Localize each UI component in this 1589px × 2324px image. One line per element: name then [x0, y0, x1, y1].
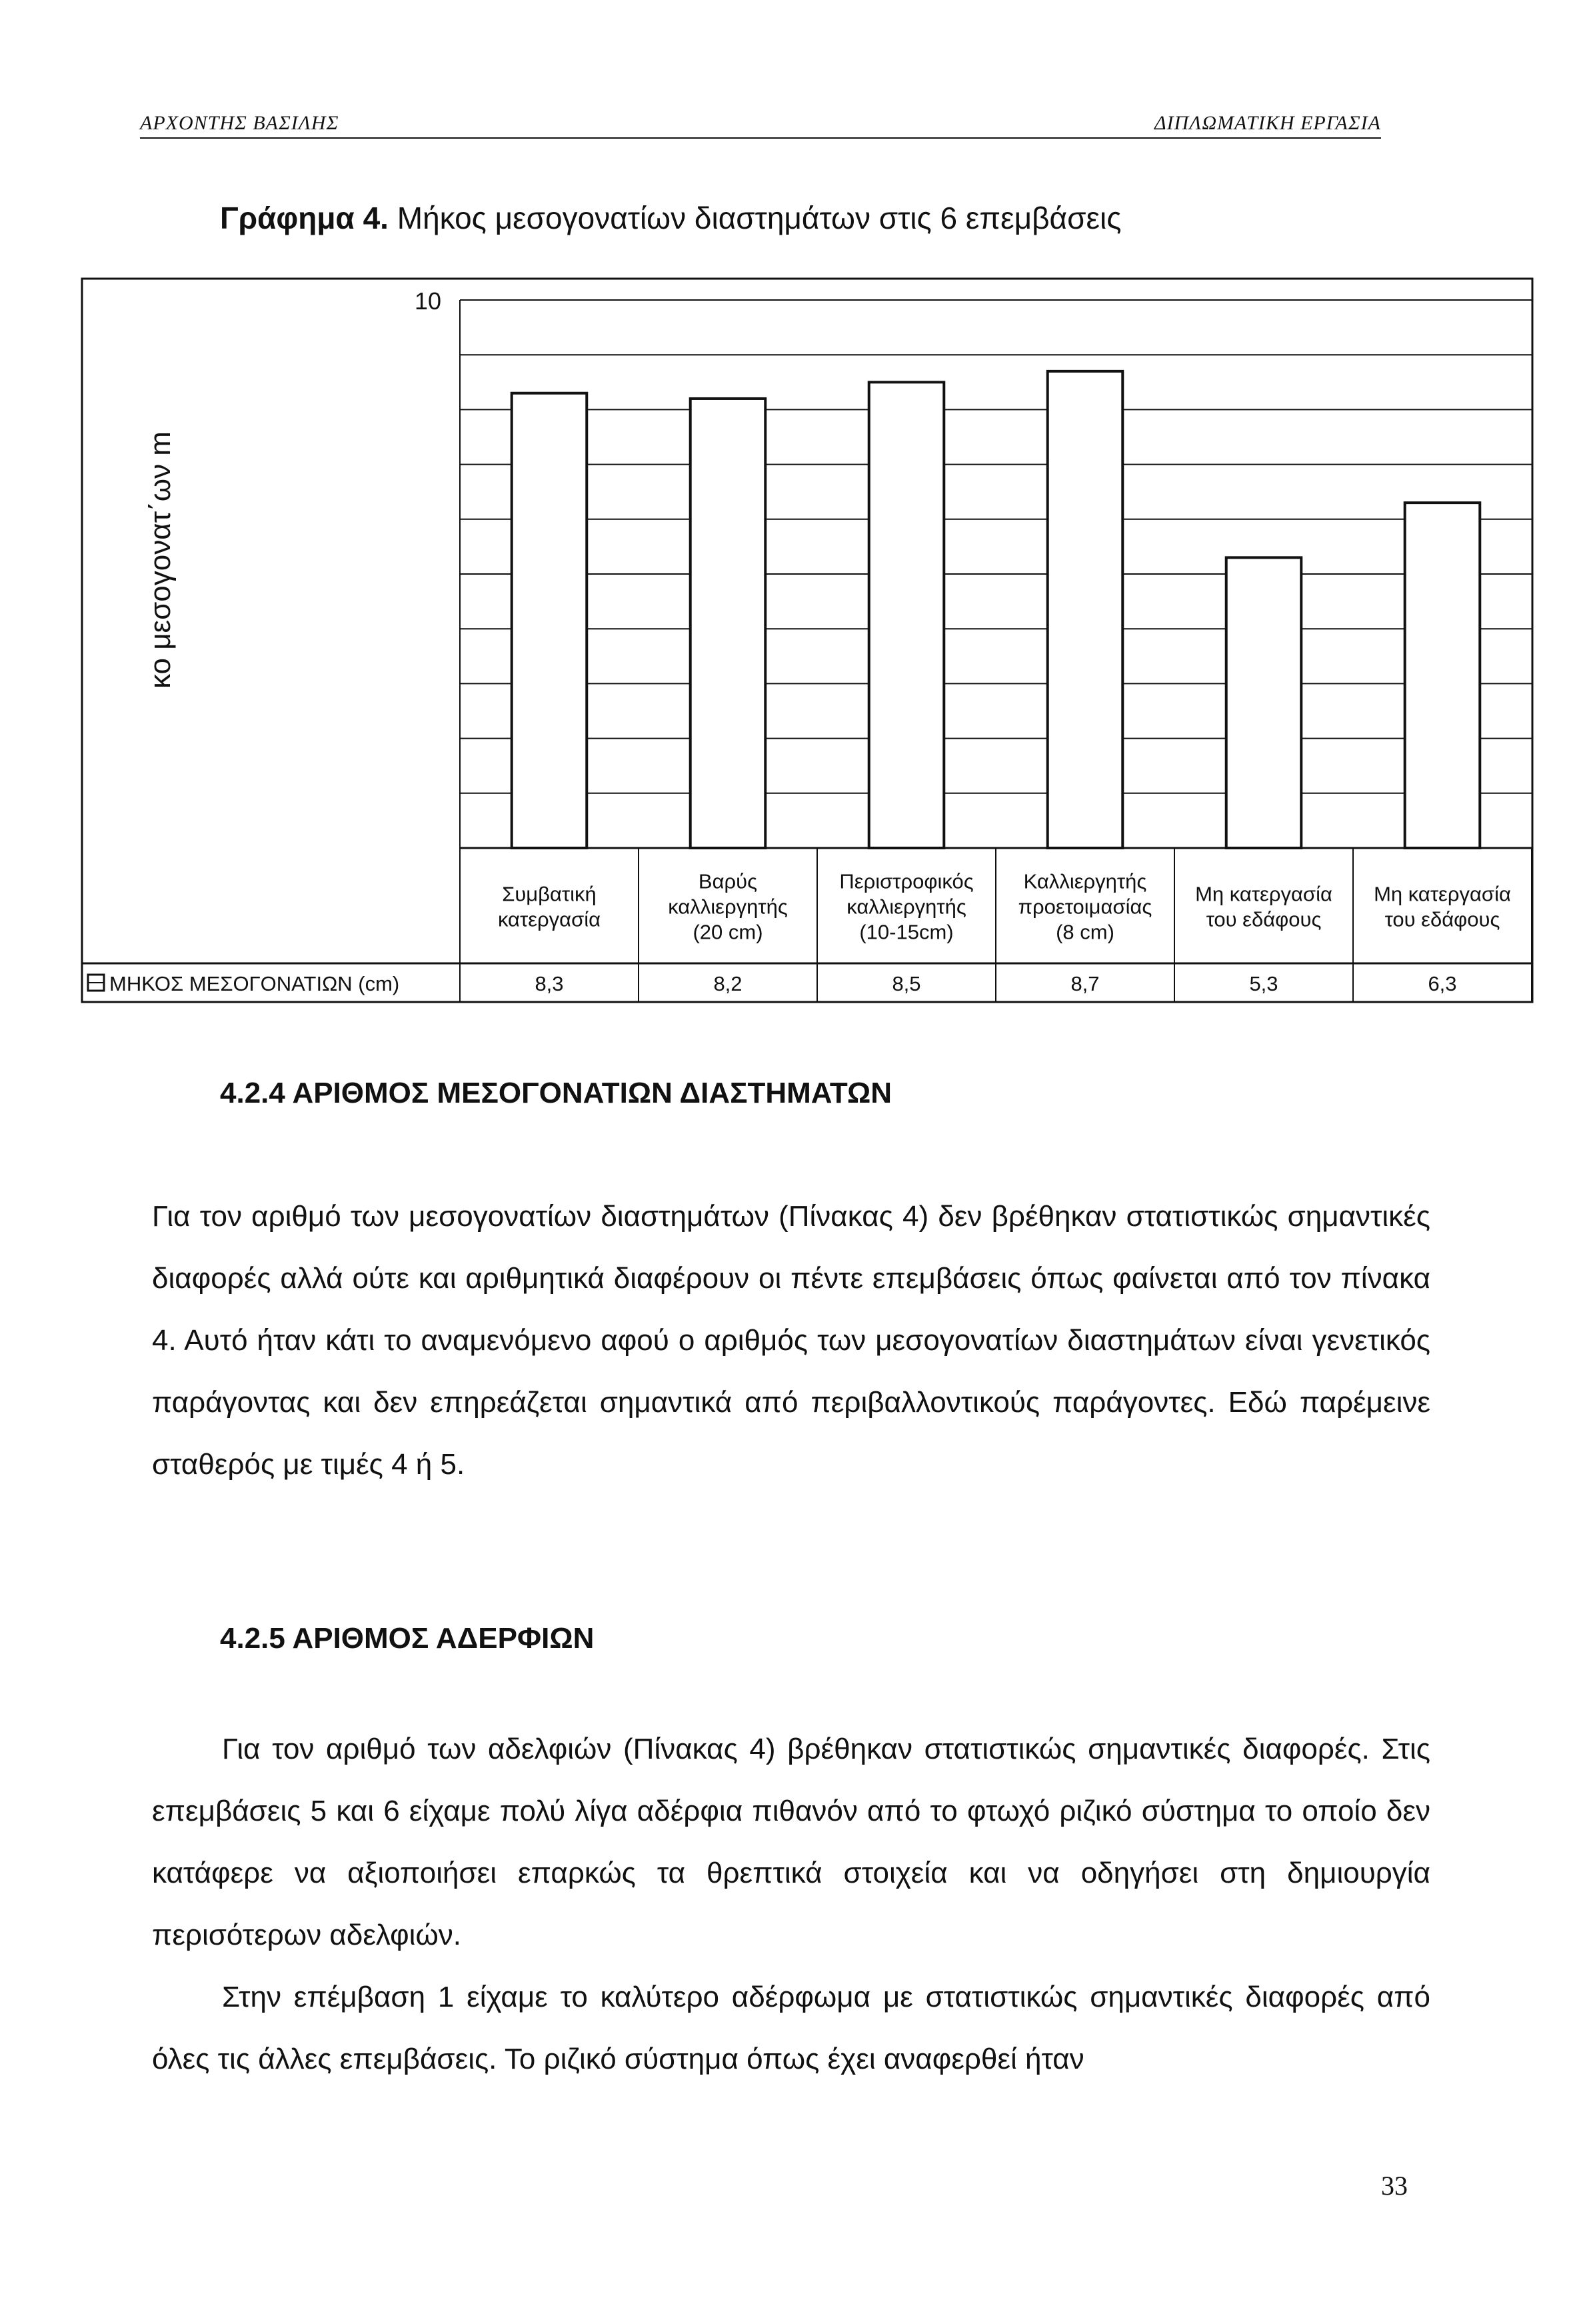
bar	[1048, 371, 1123, 848]
data-value-label: 8,3	[535, 972, 564, 995]
bar	[691, 399, 766, 848]
data-value-label: 6,3	[1428, 972, 1457, 995]
category-label: Μη κατεργασία	[1374, 882, 1511, 906]
data-value-label: 8,5	[892, 972, 921, 995]
category-label: (8 cm)	[1056, 920, 1114, 944]
section-heading-tillers: 4.2.5 ΑΡΙΘΜΟΣ ΑΔΕΡΦΙΩΝ	[220, 1622, 595, 1655]
category-label: Καλλιεργητής	[1023, 869, 1147, 893]
bar	[1226, 557, 1302, 848]
category-label: του εδάφους	[1206, 907, 1322, 931]
bar	[869, 382, 944, 848]
header-thesis-title: ΔΙΠΛΩΜΑΤΙΚΗ ΕΡΓΑΣΙΑ	[1154, 112, 1381, 134]
category-label: Μη κατεργασία	[1195, 882, 1332, 906]
category-label: κατεργασία	[497, 907, 601, 931]
bar	[1405, 503, 1480, 848]
header-author: ΑΡΧΟΝΤΗΣ ΒΑΣΙΛΗΣ	[140, 112, 339, 134]
bar-chart	[0, 0, 1589, 1040]
paragraph-internodes: Για τον αριθμό των μεσογονατίων διαστημάτων (Πίνακας 4) δεν βρέθηκαν στατιστικώς σημαντικές διαφορές αλλά ούτε και αριθμητικά διαφέρουν οι πέντε επεμβάσεις όπως φαίνεται από τον πίνακα 4. Αυτό ήταν κάτι το αναμενόμενο αφού ο αριθμός των μεσογονατίων διαστημάτων είναι γενετικός παράγοντας και δεν επηρεάζεται σημαντικά από περιβαλλοντικούς παράγοντες. Εδώ παρέμεινε σταθερός με τιμές 4 ή 5.	[152, 1200, 1430, 1481]
y-tick-label: 10	[414, 287, 441, 315]
bar	[512, 393, 587, 848]
page-number: 33	[1381, 2171, 1408, 2201]
paragraph-tillers-1: Για τον αριθμό των αδελφιών (Πίνακας 4) βρέθηκαν στατιστικώς σημαντικές διαφορές. Στις επεμβάσεις 5 και 6 είχαμε πολύ λίγα αδέρφια πιθανόν από το φτωχό ριζικό σύστημα το οποίο δεν κατάφερε να αξιοποιήσει επαρκώς τα θρεπτικά στοιχεία και να οδηγήσει στη δημιουργία περισότερων αδελφιών.	[152, 1733, 1430, 1951]
category-label: Περιστροφικός	[839, 869, 974, 893]
data-value-label: 5,3	[1249, 972, 1278, 995]
data-value-label: 8,2	[713, 972, 743, 995]
category-label: καλλιεργητής	[668, 895, 788, 919]
y-axis-label: κο μεσογονατ΄ων m	[144, 431, 177, 689]
category-label: (10-15cm)	[859, 920, 954, 944]
category-label: Συμβατική	[502, 882, 597, 906]
category-label: (20 cm)	[693, 920, 763, 944]
category-label: του εδάφους	[1384, 907, 1500, 931]
section-heading-internodes: 4.2.4 ΑΡΙΘΜΟΣ ΜΕΣΟΓΟΝΑΤΙΩΝ ΔΙΑΣΤΗΜΑΤΩΝ	[220, 1077, 892, 1109]
section-paragraph-internodes	[152, 1185, 1430, 1495]
category-label: Βαρύς	[698, 869, 758, 893]
section-paragraphs-tillers	[152, 1718, 1430, 2090]
data-value-label: 8,7	[1070, 972, 1100, 995]
legend-series-name: ΜΗΚΟΣ ΜΕΣΟΓΟΝΑΤΙΩΝ (cm)	[109, 972, 400, 995]
category-label: καλλιεργητής	[846, 895, 966, 919]
figure-label: Γράφημα 4.	[220, 201, 389, 235]
figure-caption-text: Μήκος μεσογονατίων διαστημάτων στις 6 επεμβάσεις	[397, 201, 1122, 235]
category-label: προετοιμασίας	[1018, 895, 1152, 919]
paragraph-tillers-2: Στην επέμβαση 1 είχαμε το καλύτερο αδέρφωμα με στατιστικώς σημαντικές διαφορές από όλες τις άλλες επεμβάσεις. Το ριζικό σύστημα όπως έχει αναφερθεί ήταν	[152, 1981, 1430, 2075]
